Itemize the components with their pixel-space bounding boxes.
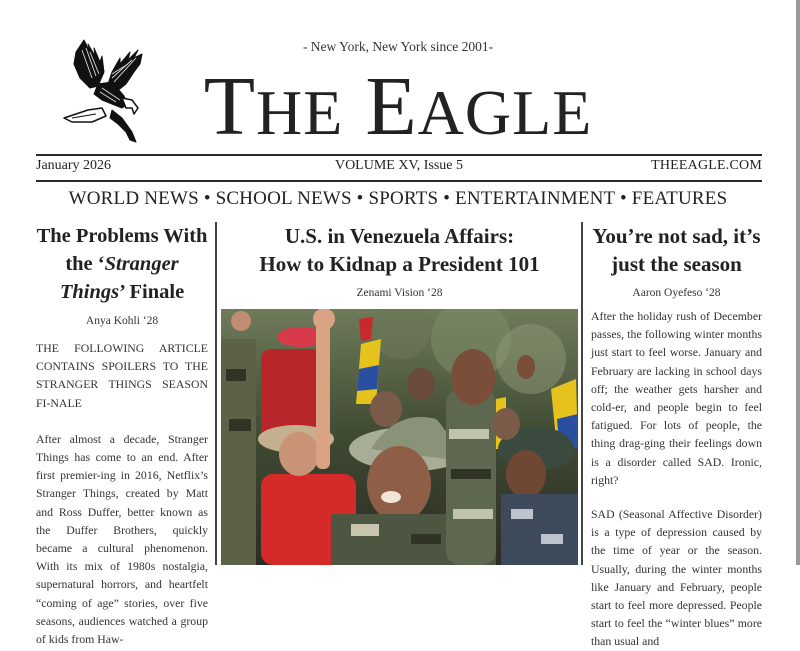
title-eagle-rest: AGLE [417, 77, 593, 148]
headline-italic: Things [59, 281, 120, 303]
article-byline: Zenami Vision ‘28 [356, 287, 443, 299]
article-seasonal-sadness [591, 222, 762, 651]
title-the-initial: T [203, 60, 257, 153]
title-eagle-initial: E [365, 60, 418, 153]
nav-features[interactable]: FEATURES [631, 188, 728, 209]
section-nav [0, 188, 796, 210]
headline-text: ’ Finale [119, 281, 185, 303]
article-venezuela [221, 222, 578, 299]
article-body: After almost a decade, Stranger Things has come to an end. After first premier-ing in 2016, Netflix’s Stranger Things, created by Matt and Ross Duffer, better known as the Duffer Brothers, quickly became a cultural phenomenon. With its mix of 1980s nostalgia, supernatural horrors, and heartfelt “coming of age” stories, over five seasons, audiences watched a group of kids from Haw- [36, 431, 208, 647]
title-the-rest: HE [256, 77, 344, 148]
headline-line-2: How to Kidnap a President 101 [259, 252, 540, 276]
nav-sports[interactable]: SPORTS [368, 188, 439, 209]
website-link[interactable]: THEEAGLE.COM [651, 158, 762, 173]
headline-text: The Problems With the ‘ [36, 225, 208, 275]
article-stranger-things [36, 222, 208, 648]
article-headline[interactable] [591, 222, 762, 278]
masthead-rule-bottom [36, 180, 762, 182]
article-headline[interactable] [36, 222, 208, 306]
headline-line-1: You’re not sad, it’s [592, 224, 761, 248]
page-edge-scrollbar [796, 0, 800, 565]
article-headline[interactable] [221, 222, 578, 278]
column-divider-left [215, 222, 217, 565]
masthead-tagline: - New York, New York since 2001- [302, 39, 494, 54]
nav-school-news[interactable]: SCHOOL NEWS [215, 188, 352, 209]
nav-separator: • [619, 188, 627, 209]
nav-separator: • [443, 188, 451, 209]
article-body-paragraph-2: SAD (Seasonal Affective Disorder) is a type of depression caused by the time of year or the season. Usually, during the winter months like January and February, people start to feel more depressed. People start to feel the “winter blues” more than usual and [591, 507, 762, 649]
headline-line-1: U.S. in Venezuela Affairs: [284, 224, 515, 248]
article-body-paragraph-1: After the holiday rush of December passes, the following winter months just start to feel worse. January and February are lacking in school days off; the weather gets harsher and cold-er, and people begin to feel fatigued. For lots of people, the thing drag-ging their feelings down is a disorder called SAD. Ironic, right? [591, 309, 762, 487]
spoiler-warning: THE FOLLOWING ARTICLE CONTAINS SPOILERS TO THE STRANGER THINGS SEASON FI-NALE [36, 341, 208, 410]
issue-info-bar [36, 158, 762, 178]
headline-italic: Stranger [104, 253, 179, 275]
newspaper-title [0, 62, 796, 158]
article-photo [221, 309, 578, 565]
nav-entertainment[interactable]: ENTERTAINMENT [455, 188, 616, 209]
article-byline: Anya Kohli ‘28 [85, 315, 159, 327]
protest-photo-illustration [221, 309, 578, 565]
column-divider-right [581, 222, 583, 565]
article-byline: Aaron Oyefeso ‘28 [632, 287, 721, 299]
nav-separator: • [356, 188, 364, 209]
headline-line-2: just the season [611, 252, 742, 276]
issue-date: January 2026 [36, 158, 112, 173]
issue-volume: VOLUME XV, Issue 5 [334, 158, 464, 173]
nav-world-news[interactable]: WORLD NEWS [68, 188, 199, 209]
nav-separator: • [203, 188, 211, 209]
masthead-rule-top [36, 154, 762, 156]
